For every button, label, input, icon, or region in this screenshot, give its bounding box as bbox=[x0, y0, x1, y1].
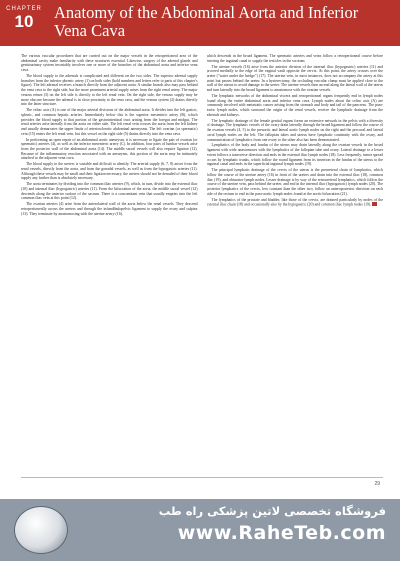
paragraph: The principal lymphatic drainage of the cervix of the uterus is the preureteral chain of lymphatics, which follow the course of the uterine artery (16) in front of the ureters and drain into the external iliac (18), common iliac (19), and obturator lymph nodes. Lesser drainage is by way of the retroureteral lymphatics, which follow the course of the uterine vein, pass behind the ureter, and end in the internal iliac (hypogastric) lymph nodes (20). The posterior lymphatics of the cervix, less constant than the other two, follow an anteroposterior direction on each side of the rectum to end in the para-aortic lymph nodes found at the aortic bifurcation (21). bbox=[206, 168, 383, 196]
store-name: فروشگاه تخصصی لاتین پزشکی راه طب bbox=[158, 504, 386, 518]
store-logo-icon bbox=[14, 506, 68, 554]
paragraph: which descends in the broad ligament. The spermatic arteries and veins follow a retroperitoneal course before entering the inguinal canal to supply the testicles in the scrotum. bbox=[206, 54, 383, 63]
paragraph-text: The lymphatics of the prostate and bladder, like those of the cervix, are drained particularly by nodes of the external iliac chain (18) and occasionally also by the hypogastric (20) and common iliac lymph nodes (19). bbox=[206, 197, 383, 207]
paragraph: Lymphatics of the body and fundus of the uterus may drain laterally along the ovarian vessels in the broad ligament with wide anastomoses with the lymphatics of the fallopian tube and ovary. Lateral drainage to a lesser extent follows a transverse direction and ends in the external iliac lymph nodes (18). Less frequently, tumor spread occurs by lymphatic trunks, which follow the round ligament from its insertion in the fundus of the uterus to the inguinal canal and ends in the superficial inguinal lymph nodes (19). bbox=[206, 143, 383, 167]
chapter-label: CHAPTER bbox=[6, 6, 42, 12]
store-website-link[interactable]: www.RaheTeb.com bbox=[177, 522, 386, 544]
chapter-number: 10 bbox=[14, 12, 34, 31]
body-columns bbox=[21, 54, 383, 468]
paragraph: In performing an open repair of an abdominal aortic aneurysm, it is necessary to ligate the pair of ovarian (or spermatic) arteries (4), as well as the inferior mesenteric artery (C). In addition, four pairs of lumbar vessels arise from the posterior wall of the abdominal aorta (14). The middle sacral vessels will also require ligation (12). Because of the inflammatory reaction associated with an aneurysm, this portion of the aorta may be intimately attached to the adjacent vena cava. bbox=[21, 137, 198, 161]
paragraph: The various vascular procedures that are carried out on the major vessels in the retroperitoneal area of the abdominal cavity make familiarity with these structures essential. Likewise, surgery of the adrenal glands and genitourinary system invariably involves one or more of the branches of the abdominal aorta and inferior vena cava. bbox=[21, 54, 198, 73]
paragraph: The blood supply to the adrenals is complicated and different on the two sides. The superior adrenal supply branches from the inferior phrenic artery (1) on both sides (bold numbers and letters refer to parts of this chapter's figure). The left adrenal receives a branch directly from the adjacent aorta. A similar branch also may pass behind the vena cava to the right side, but the more prominent arterial supply arises from the right renal artery. The major venous return (3) on the left side is directly to the left renal vein. On the right side, the venous supply may be more obscure because the adrenal is in close proximity to the vena cava, and the venous system (2) drains directly into the latter structure. bbox=[21, 74, 198, 107]
end-of-chapter-mark bbox=[372, 202, 377, 206]
paragraph: The uterine vessels (16) arise from the anterior division of the internal iliac (hypogastric) arteries (11) and proceed medially to the edge of the vaginal vault opposite the cervix. At this point, the artery crosses over the ureter ("water under the bridge") (17). The uterine vein, in most instances, does not accompany the artery at this point but passes behind the ureter. In a hysterectomy, the occluding vascular clamp must be applied close to the wall of the uterus to avoid damage to the ureter. The uterine vessels then ascend along the lateral wall of the uterus and turn laterally into the broad ligament to anastomose with the ovarian vessels. bbox=[206, 64, 383, 93]
chapter-badge bbox=[0, 0, 48, 46]
page-number: 29 bbox=[374, 481, 380, 487]
paragraph: The aorta terminates by dividing into the common iliac arteries (9), which, in turn, divide into the external iliac (10) and internal iliac (hypogastric) arteries (11). From the bifurcation of the aorta, the middle sacral vessel (12) descends along the anterior surface of the sacrum. There is a concomitant vein that usually empties into the left common iliac vein at this point (12). bbox=[21, 182, 198, 201]
right-column bbox=[207, 54, 384, 468]
paragraph: The lymphatic networks of the abdominal viscera and retroperitoneal organs frequently end in lymph nodes found along the entire abdominal aorta and inferior vena cava. Lymph nodes about the celiac axis (A) are commonly involved with metastatic cancer arising from the stomach and body and tail of the pancreas. The para-aortic lymph nodes, which surround the origin of the renal vessels, receive the lymphatic drainage from the adrenals and kidneys. bbox=[206, 94, 383, 117]
paragraph: The lymphatic drainage of the female genital organs forms an extensive network in the pelvis with a diversity of drainage. The lymphatic vessels of the ovary drain laterally through the broad ligament and follow the course of the ovarian vessels (4, 5) to the preaortic and lateral aortic lymph nodes on the right and the precaval and lateral caval lymph nodes on the left. The fallopian tubes and uterus have lymphatic continuity with the ovary, and communication of lymphatics from one ovary to the other also has been demonstrated. bbox=[206, 118, 383, 142]
footer-text bbox=[80, 503, 386, 547]
chapter-title: Anatomy of the Abdominal Aorta and Inferior Vena Cava bbox=[54, 3, 359, 40]
left-column bbox=[21, 54, 198, 468]
footer-rule bbox=[21, 477, 383, 478]
title-band bbox=[48, 0, 400, 46]
paragraph: The blood supply to the ureters is variable and difficult to identify. The arterial supply (6, 7, 8) arises from the renal vessels, directly from the aorta, and from the gonadal vessels, as well as from the hypogastric arteries (11). Although these vessels may be small and their ligation necessary, the ureters should not be denuded of their blood supply any further than is absolutely necessary. bbox=[21, 162, 198, 181]
paragraph: The ovarian arteries (4) arise from the anterolateral wall of the aorta below the renal vessels. They descend retroperitoneally across the ureters and through the infundibulopelvic ligament to supply the ovary and salpinx (13). They terminate by anastomosing with the uterine artery (16), bbox=[21, 202, 198, 216]
paragraph-last bbox=[207, 198, 384, 208]
paragraph: The celiac axis (A) is one of the major arterial divisions of the abdominal aorta. It divides into the left gastric, splenic, and common hepatic arteries. Immediately below this is the superior mesenteric artery (B), which provides the blood supply to that portion of the gastrointestinal tract arising from the foregut and midgut. The renal arteries arise laterally from the aorta on either side. The left renal vein crosses the aorta from the left kidney and usually demarcates the upper limits of arteriosclerotic abdominal aneurysms. The left ovarian (or spermatic) vein (15) enters the left renal vein, but this vessel on the right side (5) drains directly into the vena cava. bbox=[21, 108, 198, 136]
